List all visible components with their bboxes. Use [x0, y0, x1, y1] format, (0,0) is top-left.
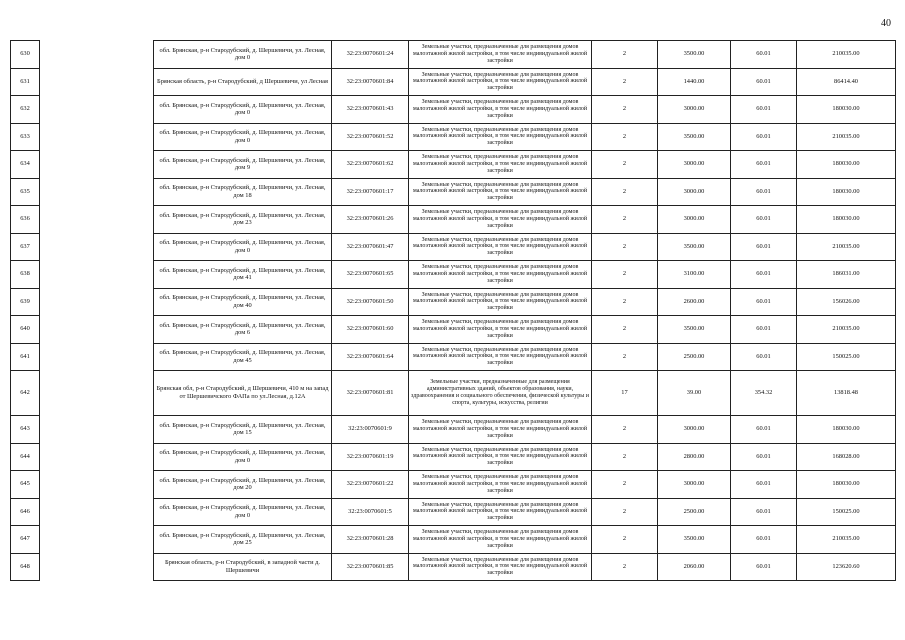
- rate-cell: 60.01: [731, 498, 797, 526]
- row-number-cell: 640: [11, 316, 40, 344]
- page-number: 40: [881, 18, 891, 29]
- land-purpose-cell: Земельные участки, предназначенные для размещения домов малоэтажной жилой застройки, в том числе индивидуальной жилой застройки: [409, 443, 592, 471]
- row-number-cell: 631: [11, 68, 40, 96]
- coefficient-cell: 2: [592, 68, 658, 96]
- rate-cell: 60.01: [731, 553, 797, 581]
- empty-gap-cell: [40, 288, 154, 316]
- cadastral-number-cell: 32:23:0070601:64: [332, 343, 409, 371]
- area-cell: 3500.00: [658, 233, 731, 261]
- table-row: [11, 498, 896, 526]
- empty-gap-cell: [40, 96, 154, 124]
- cadastral-value-cell: 210035.00: [797, 233, 896, 261]
- area-cell: 2060.00: [658, 553, 731, 581]
- cadastral-number-cell: 32:23:0070601:43: [332, 96, 409, 124]
- cadastral-number-cell: 32:23:0070601:50: [332, 288, 409, 316]
- area-cell: 3500.00: [658, 41, 731, 69]
- cadastral-number-cell: 32:23:0070601:28: [332, 526, 409, 554]
- table-row: [11, 261, 896, 289]
- address-cell: обл. Брянская, р-н Стародубский, д. Шершевичи, ул. Лесная, дом 0: [154, 96, 332, 124]
- coefficient-cell: 2: [592, 206, 658, 234]
- land-purpose-cell: Земельные участки, предназначенные для размещения домов малоэтажной жилой застройки, в том числе индивидуальной жилой застройки: [409, 261, 592, 289]
- address-cell: обл. Брянская, р-н Стародубский, д. Шершевичи, ул. Лесная, дом 0: [154, 41, 332, 69]
- cadastral-number-cell: 32:23:0070601:9: [332, 416, 409, 444]
- rate-cell: 60.01: [731, 178, 797, 206]
- address-cell: обл. Брянская, р-н Стародубский, д. Шершевичи, ул. Лесная, дом 0: [154, 443, 332, 471]
- cadastral-value-cell: 210035.00: [797, 316, 896, 344]
- cadastral-value-cell: 210035.00: [797, 526, 896, 554]
- cadastral-value-cell: 180030.00: [797, 206, 896, 234]
- cadastral-number-cell: 32:23:0070601:24: [332, 41, 409, 69]
- address-cell: обл. Брянская, р-н Стародубский, д. Шершевичи, ул. Лесная, дом 6: [154, 316, 332, 344]
- address-cell: обл. Брянская, р-н Стародубский, д. Шершевичи, ул. Лесная, дом 9: [154, 151, 332, 179]
- area-cell: 3500.00: [658, 123, 731, 151]
- row-number-cell: 648: [11, 553, 40, 581]
- address-cell: обл. Брянская, р-н Стародубский, д. Шершевичи, ул. Лесная, дом 23: [154, 206, 332, 234]
- rate-cell: 60.01: [731, 526, 797, 554]
- cadastral-number-cell: 32:23:0070601:85: [332, 553, 409, 581]
- row-number-cell: 639: [11, 288, 40, 316]
- row-number-cell: 630: [11, 41, 40, 69]
- empty-gap-cell: [40, 498, 154, 526]
- address-cell: Брянская область, р-н Стародубский, в западной части д. Шершевичи: [154, 553, 332, 581]
- empty-gap-cell: [40, 41, 154, 69]
- land-purpose-cell: Земельные участки, предназначенные для размещения домов малоэтажной жилой застройки, в том числе индивидуальной жилой застройки: [409, 416, 592, 444]
- coefficient-cell: 2: [592, 41, 658, 69]
- cadastral-value-cell: 86414.40: [797, 68, 896, 96]
- empty-gap-cell: [40, 123, 154, 151]
- empty-gap-cell: [40, 443, 154, 471]
- cadastral-number-cell: 32:23:0070601:26: [332, 206, 409, 234]
- row-number-cell: 647: [11, 526, 40, 554]
- empty-gap-cell: [40, 416, 154, 444]
- rate-cell: 354.32: [731, 371, 797, 416]
- empty-gap-cell: [40, 553, 154, 581]
- empty-gap-cell: [40, 371, 154, 416]
- cadastral-number-cell: 32:23:0070601:22: [332, 471, 409, 499]
- area-cell: 3000.00: [658, 416, 731, 444]
- address-cell: Брянская обл, р-н Стародубский, д Шершевичи, 410 м на запад от Шершевичского ФАПа по ул.Лесная, д.12А: [154, 371, 332, 416]
- rate-cell: 60.01: [731, 151, 797, 179]
- coefficient-cell: 2: [592, 178, 658, 206]
- rate-cell: 60.01: [731, 316, 797, 344]
- coefficient-cell: 2: [592, 96, 658, 124]
- land-purpose-cell: Земельные участки, предназначенные для размещения домов малоэтажной жилой застройки, в том числе индивидуальной жилой застройки: [409, 41, 592, 69]
- land-purpose-cell: Земельные участки, предназначенные для размещения домов малоэтажной жилой застройки, в том числе индивидуальной жилой застройки: [409, 343, 592, 371]
- coefficient-cell: 2: [592, 123, 658, 151]
- land-purpose-cell: Земельные участки, предназначенные для размещения домов малоэтажной жилой застройки, в том числе индивидуальной жилой застройки: [409, 68, 592, 96]
- row-number-cell: 644: [11, 443, 40, 471]
- empty-gap-cell: [40, 526, 154, 554]
- table-row: [11, 371, 896, 416]
- empty-gap-cell: [40, 261, 154, 289]
- area-cell: 3500.00: [658, 526, 731, 554]
- row-number-cell: 633: [11, 123, 40, 151]
- cadastral-number-cell: 32:23:0070601:52: [332, 123, 409, 151]
- empty-gap-cell: [40, 316, 154, 344]
- land-purpose-cell: Земельные участки, предназначенные для размещения домов малоэтажной жилой застройки, в том числе индивидуальной жилой застройки: [409, 151, 592, 179]
- table-row: [11, 288, 896, 316]
- cadastral-number-cell: 32:23:0070601:60: [332, 316, 409, 344]
- table-row: [11, 178, 896, 206]
- cadastral-value-cell: 150025.00: [797, 498, 896, 526]
- land-purpose-cell: Земельные участки, предназначенные для размещения домов малоэтажной жилой застройки, в том числе индивидуальной жилой застройки: [409, 233, 592, 261]
- table-body: [11, 41, 896, 581]
- area-cell: 3000.00: [658, 151, 731, 179]
- empty-gap-cell: [40, 206, 154, 234]
- coefficient-cell: 2: [592, 471, 658, 499]
- rate-cell: 60.01: [731, 471, 797, 499]
- cadastral-table: [10, 40, 896, 581]
- coefficient-cell: 17: [592, 371, 658, 416]
- row-number-cell: 635: [11, 178, 40, 206]
- table-row: [11, 553, 896, 581]
- row-number-cell: 642: [11, 371, 40, 416]
- address-cell: обл. Брянская, р-н Стародубский, д. Шершевичи, ул. Лесная, дом 0: [154, 498, 332, 526]
- coefficient-cell: 2: [592, 233, 658, 261]
- land-purpose-cell: Земельные участки, предназначенные для размещения административных зданий, объектов образования, науки, здравоохранения и социального обеспечения, физической культуры и спорта, культуры, искусства, религии: [409, 371, 592, 416]
- coefficient-cell: 2: [592, 443, 658, 471]
- land-purpose-cell: Земельные участки, предназначенные для размещения домов малоэтажной жилой застройки, в том числе индивидуальной жилой застройки: [409, 498, 592, 526]
- cadastral-number-cell: 32:23:0070601:81: [332, 371, 409, 416]
- rate-cell: 60.01: [731, 41, 797, 69]
- rate-cell: 60.01: [731, 206, 797, 234]
- coefficient-cell: 2: [592, 553, 658, 581]
- coefficient-cell: 2: [592, 316, 658, 344]
- table-row: [11, 526, 896, 554]
- coefficient-cell: 2: [592, 261, 658, 289]
- land-purpose-cell: Земельные участки, предназначенные для размещения домов малоэтажной жилой застройки, в том числе индивидуальной жилой застройки: [409, 553, 592, 581]
- row-number-cell: 641: [11, 343, 40, 371]
- empty-gap-cell: [40, 151, 154, 179]
- table-row: [11, 123, 896, 151]
- cadastral-value-cell: 156026.00: [797, 288, 896, 316]
- area-cell: 1440.00: [658, 68, 731, 96]
- area-cell: 3000.00: [658, 206, 731, 234]
- address-cell: обл. Брянская, р-н Стародубский, д. Шершевичи, ул. Лесная, дом 0: [154, 123, 332, 151]
- cadastral-value-cell: 210035.00: [797, 41, 896, 69]
- table-row: [11, 471, 896, 499]
- row-number-cell: 632: [11, 96, 40, 124]
- rate-cell: 60.01: [731, 261, 797, 289]
- row-number-cell: 645: [11, 471, 40, 499]
- row-number-cell: 643: [11, 416, 40, 444]
- row-number-cell: 638: [11, 261, 40, 289]
- cadastral-value-cell: 210035.00: [797, 123, 896, 151]
- cadastral-value-cell: 123620.60: [797, 553, 896, 581]
- area-cell: 3100.00: [658, 261, 731, 289]
- row-number-cell: 637: [11, 233, 40, 261]
- rate-cell: 60.01: [731, 233, 797, 261]
- cadastral-value-cell: 180030.00: [797, 471, 896, 499]
- rate-cell: 60.01: [731, 443, 797, 471]
- area-cell: 3000.00: [658, 96, 731, 124]
- area-cell: 2600.00: [658, 288, 731, 316]
- rate-cell: 60.01: [731, 416, 797, 444]
- cadastral-number-cell: 32:23:0070601:47: [332, 233, 409, 261]
- rate-cell: 60.01: [731, 68, 797, 96]
- table-row: [11, 233, 896, 261]
- rate-cell: 60.01: [731, 123, 797, 151]
- table-row: [11, 41, 896, 69]
- land-purpose-cell: Земельные участки, предназначенные для размещения домов малоэтажной жилой застройки, в том числе индивидуальной жилой застройки: [409, 206, 592, 234]
- cadastral-value-cell: 180030.00: [797, 178, 896, 206]
- address-cell: Брянская область, р-н Стародубский, д Шершевичи, ул Лесная: [154, 68, 332, 96]
- empty-gap-cell: [40, 68, 154, 96]
- table-row: [11, 316, 896, 344]
- rate-cell: 60.01: [731, 96, 797, 124]
- address-cell: обл. Брянская, р-н Стародубский, д. Шершевичи, ул. Лесная, дом 20: [154, 471, 332, 499]
- coefficient-cell: 2: [592, 343, 658, 371]
- cadastral-value-cell: 150025.00: [797, 343, 896, 371]
- coefficient-cell: 2: [592, 151, 658, 179]
- cadastral-value-cell: 180030.00: [797, 96, 896, 124]
- rate-cell: 60.01: [731, 288, 797, 316]
- area-cell: 2500.00: [658, 343, 731, 371]
- area-cell: 2800.00: [658, 443, 731, 471]
- cadastral-value-cell: 168028.00: [797, 443, 896, 471]
- row-number-cell: 636: [11, 206, 40, 234]
- cadastral-number-cell: 32:23:0070601:62: [332, 151, 409, 179]
- area-cell: 3000.00: [658, 178, 731, 206]
- cadastral-number-cell: 32:23:0070601:84: [332, 68, 409, 96]
- address-cell: обл. Брянская, р-н Стародубский, д. Шершевичи, ул. Лесная, дом 0: [154, 233, 332, 261]
- address-cell: обл. Брянская, р-н Стародубский, д. Шершевичи, ул. Лесная, дом 25: [154, 526, 332, 554]
- cadastral-value-cell: 186031.00: [797, 261, 896, 289]
- cadastral-value-cell: 180030.00: [797, 416, 896, 444]
- land-purpose-cell: Земельные участки, предназначенные для размещения домов малоэтажной жилой застройки, в том числе индивидуальной жилой застройки: [409, 178, 592, 206]
- address-cell: обл. Брянская, р-н Стародубский, д. Шершевичи, ул. Лесная, дом 45: [154, 343, 332, 371]
- empty-gap-cell: [40, 343, 154, 371]
- land-purpose-cell: Земельные участки, предназначенные для размещения домов малоэтажной жилой застройки, в том числе индивидуальной жилой застройки: [409, 96, 592, 124]
- row-number-cell: 646: [11, 498, 40, 526]
- land-purpose-cell: Земельные участки, предназначенные для размещения домов малоэтажной жилой застройки, в том числе индивидуальной жилой застройки: [409, 471, 592, 499]
- land-purpose-cell: Земельные участки, предназначенные для размещения домов малоэтажной жилой застройки, в том числе индивидуальной жилой застройки: [409, 123, 592, 151]
- empty-gap-cell: [40, 471, 154, 499]
- cadastral-number-cell: 32:23:0070601:5: [332, 498, 409, 526]
- address-cell: обл. Брянская, р-н Стародубский, д. Шершевичи, ул. Лесная, дом 40: [154, 288, 332, 316]
- area-cell: 3500.00: [658, 316, 731, 344]
- coefficient-cell: 2: [592, 498, 658, 526]
- table-row: [11, 96, 896, 124]
- area-cell: 39.00: [658, 371, 731, 416]
- cadastral-number-cell: 32:23:0070601:19: [332, 443, 409, 471]
- row-number-cell: 634: [11, 151, 40, 179]
- address-cell: обл. Брянская, р-н Стародубский, д. Шершевичи, ул. Лесная, дом 41: [154, 261, 332, 289]
- cadastral-number-cell: 32:23:0070601:65: [332, 261, 409, 289]
- land-purpose-cell: Земельные участки, предназначенные для размещения домов малоэтажной жилой застройки, в том числе индивидуальной жилой застройки: [409, 288, 592, 316]
- land-purpose-cell: Земельные участки, предназначенные для размещения домов малоэтажной жилой застройки, в том числе индивидуальной жилой застройки: [409, 316, 592, 344]
- cadastral-value-cell: 13818.48: [797, 371, 896, 416]
- coefficient-cell: 2: [592, 416, 658, 444]
- rate-cell: 60.01: [731, 343, 797, 371]
- table-row: [11, 416, 896, 444]
- empty-gap-cell: [40, 233, 154, 261]
- table-row: [11, 443, 896, 471]
- table-row: [11, 206, 896, 234]
- table-row: [11, 151, 896, 179]
- table-row: [11, 343, 896, 371]
- land-purpose-cell: Земельные участки, предназначенные для размещения домов малоэтажной жилой застройки, в том числе индивидуальной жилой застройки: [409, 526, 592, 554]
- area-cell: 2500.00: [658, 498, 731, 526]
- area-cell: 3000.00: [658, 471, 731, 499]
- address-cell: обл. Брянская, р-н Стародубский, д. Шершевичи, ул. Лесная, дом 18: [154, 178, 332, 206]
- table-row: [11, 68, 896, 96]
- empty-gap-cell: [40, 178, 154, 206]
- address-cell: обл. Брянская, р-н Стародубский, д. Шершевичи, ул. Лесная, дом 15: [154, 416, 332, 444]
- cadastral-number-cell: 32:23:0070601:17: [332, 178, 409, 206]
- cadastral-value-cell: 180030.00: [797, 151, 896, 179]
- coefficient-cell: 2: [592, 288, 658, 316]
- coefficient-cell: 2: [592, 526, 658, 554]
